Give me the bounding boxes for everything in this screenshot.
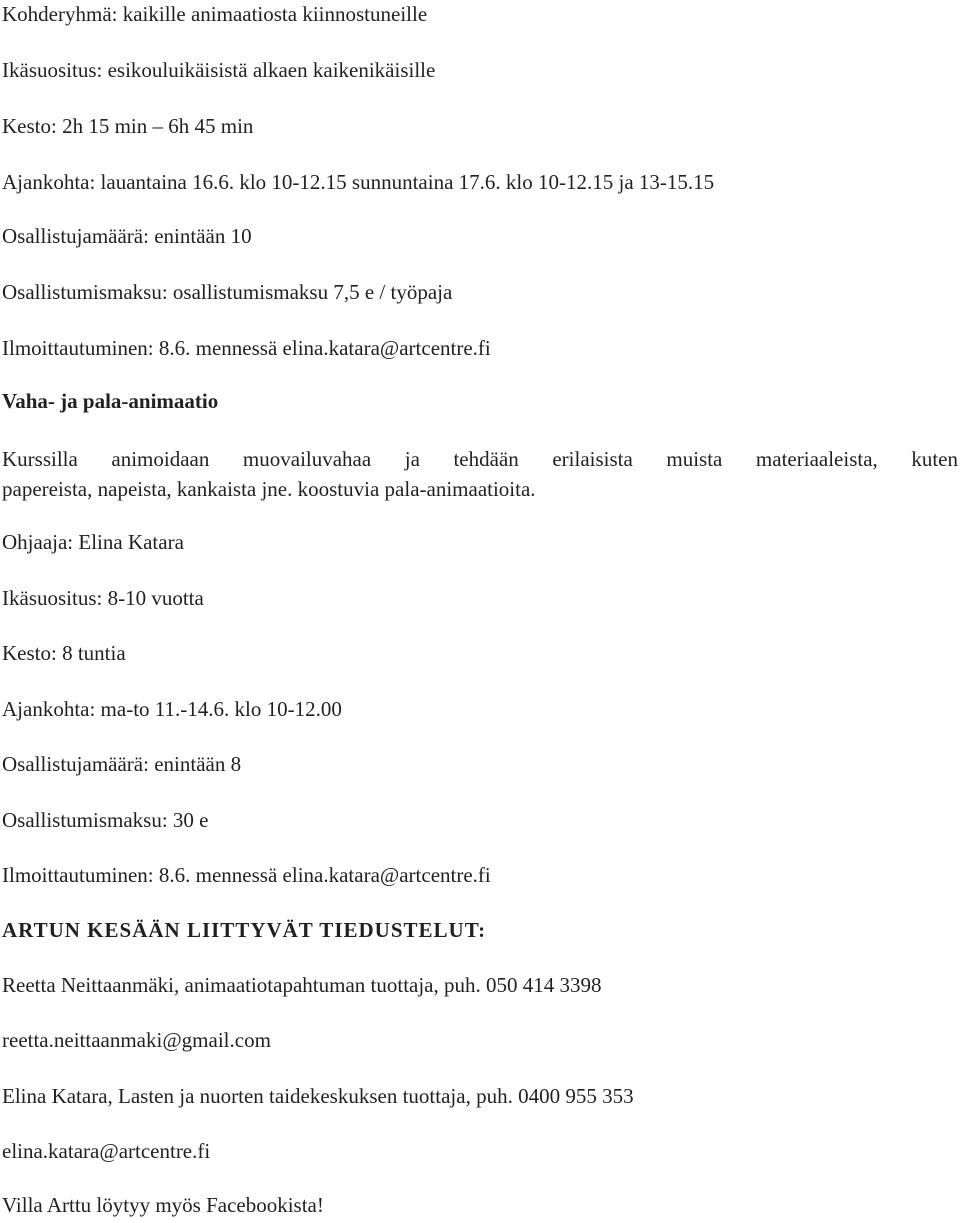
participants-text: Osallistujamäärä: enintään 8 <box>2 752 242 776</box>
age-recommendation-text: Ikäsuositus: 8-10 vuotta <box>2 586 204 610</box>
workshop-description <box>2 444 958 504</box>
contacts-heading: ARTUN KESÄÄN LIITTYVÄT TIEDUSTELUT: <box>2 918 487 942</box>
registration-text: Ilmoittautuminen: 8.6. mennessä elina.katara@artcentre.fi <box>2 336 491 360</box>
instructor-text: Ohjaaja: Elina Katara <box>2 530 184 554</box>
duration-text: Kesto: 8 tuntia <box>2 641 126 665</box>
contact-reetta-email: reetta.neittaanmaki@gmail.com <box>2 1028 271 1052</box>
description-line-2: papereista, napeista, kankaista jne. koostuvia pala-animaatioita. <box>2 477 536 501</box>
fee-text: Osallistumismaksu: 30 e <box>2 808 209 832</box>
description-line-1: Kurssilla animoidaan muovailuvahaa ja tehdään erilaisista muista materiaaleista, kuten <box>2 447 958 471</box>
age-recommendation-text: Ikäsuositus: esikouluikäisistä alkaen kaikenikäisille <box>2 58 436 82</box>
contact-elina-email: elina.katara@artcentre.fi <box>2 1139 211 1163</box>
contact-reetta: Reetta Neittaanmäki, animaatiotapahtuman tuottaja, puh. 050 414 3398 <box>2 973 602 997</box>
workshop-title: Vaha- ja pala-animaatio <box>2 389 219 413</box>
registration-text: Ilmoittautuminen: 8.6. mennessä elina.katara@artcentre.fi <box>2 863 491 887</box>
target-group-text: Kohderyhmä: kaikille animaatiosta kiinnostuneille <box>2 2 428 26</box>
duration-text: Kesto: 2h 15 min – 6h 45 min <box>2 114 254 138</box>
fee-text: Osallistumismaksu: osallistumismaksu 7,5 e / työpaja <box>2 280 453 304</box>
schedule-text: Ajankohta: lauantaina 16.6. klo 10-12.15 sunnuntaina 17.6. klo 10-12.15 ja 13-15.15 <box>2 170 715 194</box>
facebook-note: Villa Arttu löytyy myös Facebookista! <box>2 1193 324 1217</box>
schedule-text: Ajankohta: ma-to 11.-14.6. klo 10-12.00 <box>2 697 342 721</box>
participants-text: Osallistujamäärä: enintään 10 <box>2 224 252 248</box>
contact-elina: Elina Katara, Lasten ja nuorten taidekeskuksen tuottaja, puh. 0400 955 353 <box>2 1084 634 1108</box>
